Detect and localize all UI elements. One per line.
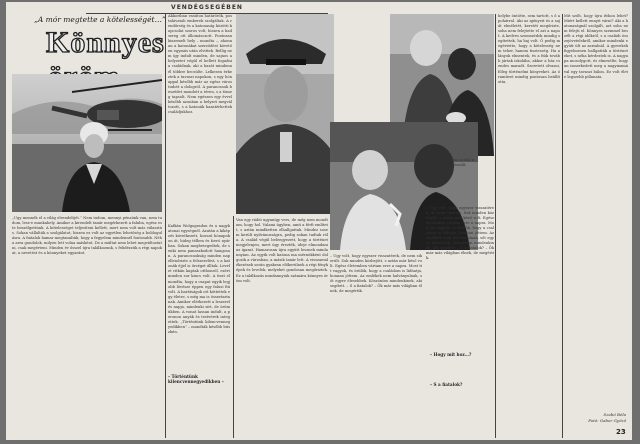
- column-divider: [562, 14, 563, 438]
- subhead-right-2: – S a fiatalok?: [430, 382, 463, 387]
- byline-photo: Fotó: Gabor Győző: [588, 418, 626, 423]
- title-line-1: Könnyes: [46, 26, 165, 59]
- photo-soldier: [236, 14, 334, 214]
- newspaper-page: [6, 2, 632, 440]
- column-divider: [165, 14, 166, 438]
- photo-soldier-image: [236, 14, 334, 214]
- column-top-middle: Akkoriban vasúton határőrök, postahivatali emberek szolgáltak. A rendőrség és a katonaság közötti kapcsolat szoros volt, hiszen a hadsereg ott állomásozott. Pontosan kiszemelt hely – mondta –, ahonnan a katonákat szerződést követően egymás után elvittek. Bellig nem így indult minden, de sajnos a helyzetet végül el kellett fogadni a családnak, aki a hazát mindennél többre becsülte. Lelkesen érkeztek a tavaszi napokon, s egy hónappal később már az egész város tudott a dologról. A parancsnok beszédet mondott a téren, s a tömeg tapsolt. Nem egészen egy évvel később azonban a helyzet megváltozott, s a katonák hazatérhettek családjukhoz.: [168, 14, 232, 114]
- caption-right-photo: Rendelés közben: a fotó a találkozáskor készült.: [426, 158, 475, 167]
- column-right-bottom: – Úgy volt, hogy egyszer visszatérek, de nem sikerült. Sok minden közbejött, s aztán már késő volt. Egész életemben vártam erre a napra. Most itt vagyok, és örülök, hogy a családom is láthatja, honnan jöttem. Az emlékek nem halványulnak, sőt egyre élesebbek. Köszönöm mindenkinek, aki segített. – S a fiatalok? – Ők már más világban élnek, de megértik.: [330, 254, 422, 294]
- subhead-middle: – Történtünk kilencvennegyedikben –: [168, 374, 224, 384]
- column-middle: Kafkán Wolgogradon és a nagykatonai egységnél. Azután a kiképzés következett, hosszú hónapokon át, hideg télben és forró nyárban. Sokan megbetegedtek, de senki nem panaszkodott hangosan. A parancsnokság minden nap ellenőrizte a felszerelést, s a katonák éjjel is őrséget álltak. Levelet ritkán kaptak otthonról, ezért minden sor kincs volt. A tiszt elmondta, hogy a csapat egyik legjobb lövésze éppen egy falusi fiú volt. A barátságok ott köttettek egy életre, s még ma is összetartanak. Amikor elérkezett a leszerelés napja, mindenki sírt, de örömükben. A vonat lassan indult, a peronon anyák és testvérek integettek. „Történtünk kilencvennegyedikben” – mondták később büszkén.: [168, 224, 230, 334]
- column-divider: [233, 216, 234, 438]
- column-right-lower: – Úgy volt, hogy egyszer visszatérek, de nem sikerült. Sok minden közbejött, s aztán már késő volt. Egész életemben vártam erre a napra. Most itt vagyok, és örülök, hogy a családom is láthatja, honnan jöttem. Az emlékek nem halványulnak, sőt egyre élesebbek. Köszönöm mindenkinek, aki segített. – S a fiatalok? – Ők már más világban élnek, de megértik.: [426, 206, 494, 261]
- column-left-bottom: „Úgy mennék el a világ elrendeltjét.” Nem tudom, mennyi pénzünk van, nem tudom, lesz-e munkahely. Amikor a kirendelt tanár megérkezett a faluba, egész este beszélgettünk. A kötelességet teljesíteni kellett, mert nem volt más választás. Sokan vállalták a szolgálatot, hiszen ez volt az egyetlen lehetőség a boldogulásra. A fiatalok hamar megtanulták, hogy a fegyelem mindennél fontosabb. Néha arra gondolok, milyen lett volna másként. De a múltat nem lehet megváltoztatni, csak megérteni. Minden év ősszel újra találkozunk, s felidézzük a régi napokat, a nevetést és a könnyeket egyaránt.: [12, 216, 162, 256]
- column-divider: [495, 14, 496, 438]
- byline-author: Szabó Béla: [603, 412, 626, 417]
- section-label: VENDÉGSEGÉBEN: [86, 2, 328, 14]
- page-number: 23: [616, 428, 626, 436]
- article-kicker-quote: „A mór megtette a kötelességét…”: [34, 15, 166, 24]
- column-right-far: Mit szólt, hogy újra itthon lehet? Miért kellett ennyit várni? Aki a katonaságnál szolgált, azt soha nem felejti el. Könnyes szemmel beszélt a régi időkről, s a családi összejövetelekről, amikor mindenki együtt ült az asztalnál. A gyerekek figyelmesen hallgatták a történeteket, s néha kérdeztek is. A nagyapa mosolygott, és elmesélte, hogyan ismerkedett meg a nagymamával egy tavaszi bálon. Ez volt élete legszebb pillanata.: [564, 14, 628, 79]
- photo-helicopter-woman: [12, 74, 162, 212]
- column-under-photo: Van egy rádió ugyanígy vers, de még nem mondtam, hogy hol. Valami ügyben, amit a férfi említett, s aztán mindketten elhallgattak. Mindez sosem került nyilvánosságra, pedig sokan tudtak róla. A család végül beleegyezett, hogy a történet megjelenjen, mert úgy érezték, ideje elmondani az igazat. Hamarosan újra együtt lesznek mindannyian. Az egyik volt katona ma mérnökként dolgozik a városban, a másik tanár lett. A visszaemlékezések során gyakran előkerülnek a régi fényképek és levelek, melyeket gondosan megőriztek. Ez a találkozás mindannyiuk számára könnyes öröm volt.: [236, 218, 328, 283]
- column-right-mid: helybe öntötte, sem tartott, s ő a pohárral. Aki az igényeit és a saját elméletét, keretét megőrizte, soha nem felejtette el azt a napot. A kedves szomszédok mindig segítettek, ha baj volt. Ő pedig megértette, hogy a kötelesség nem teher, hanem tisztesség. Ha a lányok elmentek, és a fiúk tovább jártak iskolába, akkor a ház csendes maradt. Szeretett olvasni, főleg történelmi könyveket. Az óraművet mindig pontosan beállította.: [498, 14, 560, 84]
- subhead-right-1: – Hogy mit hoz…?: [430, 352, 472, 357]
- photo-helicopter-woman-image: [12, 74, 162, 212]
